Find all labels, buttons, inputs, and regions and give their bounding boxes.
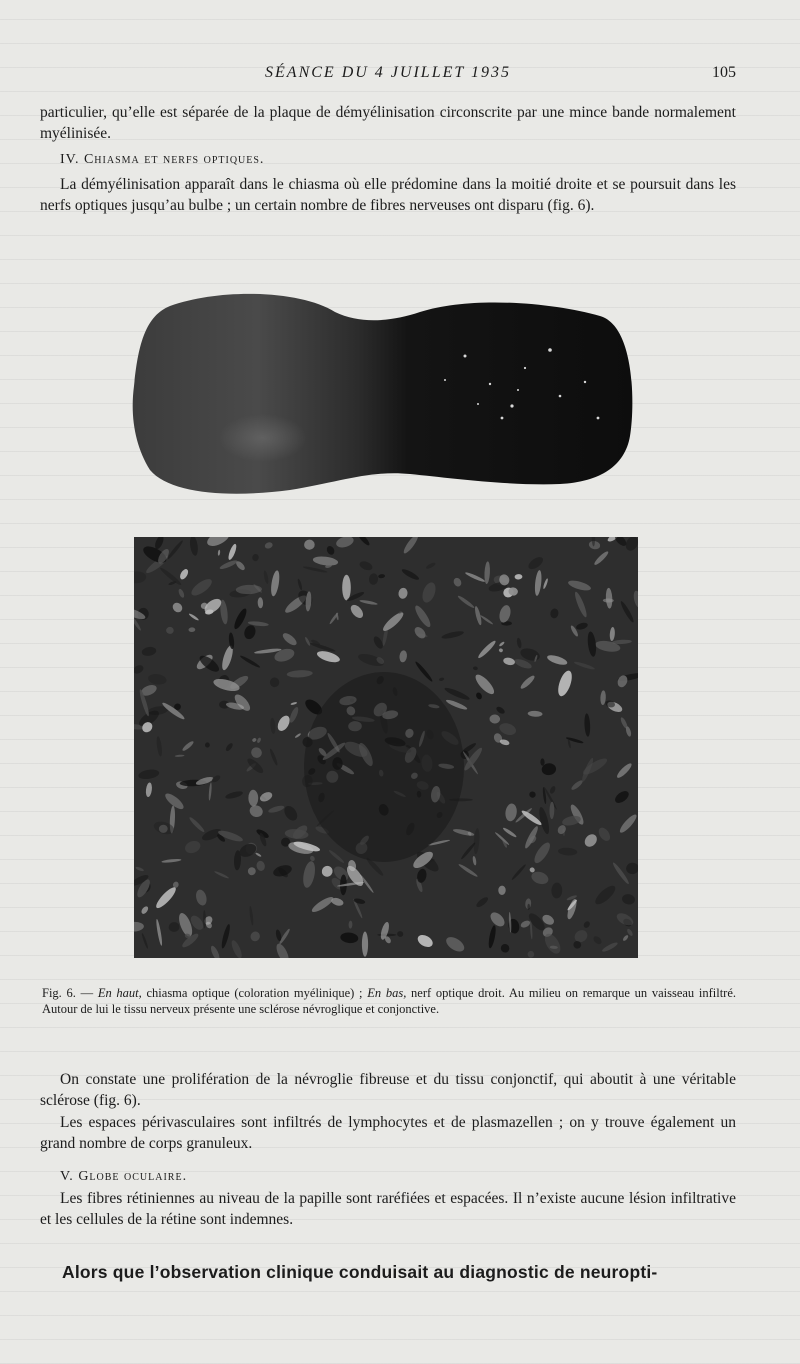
section-5-title: Globe oculaire. [78,1169,188,1184]
figure-bottom-label: En bas, [367,986,407,1000]
page-header [40,64,736,88]
section-4-text: La démyélinisation apparaît dans le chiasma où elle prédomine dans la moitié droite et se poursuit dans les nerfs optiques jusqu’au bulbe ; un certain nombre de fibres nerveuses ont disparu (fig. 6). [40,176,736,214]
figure-caption [42,985,736,1017]
closing-line: Alors que l’observation clinique conduisait au diagnostic de neuropti- [62,1262,658,1282]
chiasma-photograph [130,286,640,506]
infiltrated-vessel [304,672,464,862]
figure-top-label: En haut, [97,986,142,1000]
section-5-text: Les fibres rétiniennes au niveau de la papille sont raréfiées et espacées. Il n’existe aucune lésion infiltrative et les cellules de la rétine sont indemnes. [40,1190,736,1228]
section-4-title: Chiasma et nerfs optiques. [83,152,265,167]
optic-nerve-micrograph [134,537,638,958]
section-4-numeral: IV. [60,152,80,167]
figure-bottom-desc: nerf optique droit. Au milieu on remarque un vaisseau infiltré. Autour de lui le tissu nerveux présente une sclérose névroglique et conjonctive. [42,986,737,1016]
page-number: 105 [712,64,736,81]
figure-label: Fig. 6. — [42,986,94,1000]
running-head: SÉANCE DU 4 JUILLET 1935 [265,64,511,81]
intro-paragraph: particulier, qu’elle est séparée de la plaque de démyélinisation circonscrite par une mince bande normalement myélinisée. [40,104,736,142]
sclerose-paragraph: On constate une prolifération de la névroglie fibreuse et du tissu conjonctif, qui aboutit à une véritable sclérose (fig. 6). [40,1071,736,1109]
section-5-heading [60,1169,187,1185]
section-5-numeral: V. [60,1169,74,1184]
figure-top-desc: chiasma optique (coloration myélinique) ; [146,986,363,1000]
section-4-heading [60,152,264,168]
espaces-paragraph: Les espaces périvasculaires sont infiltrés de lymphocytes et de plasmazellen ; on y trouve également un grand nombre de corps granuleux. [40,1114,736,1152]
micrograph-texture [134,537,638,958]
